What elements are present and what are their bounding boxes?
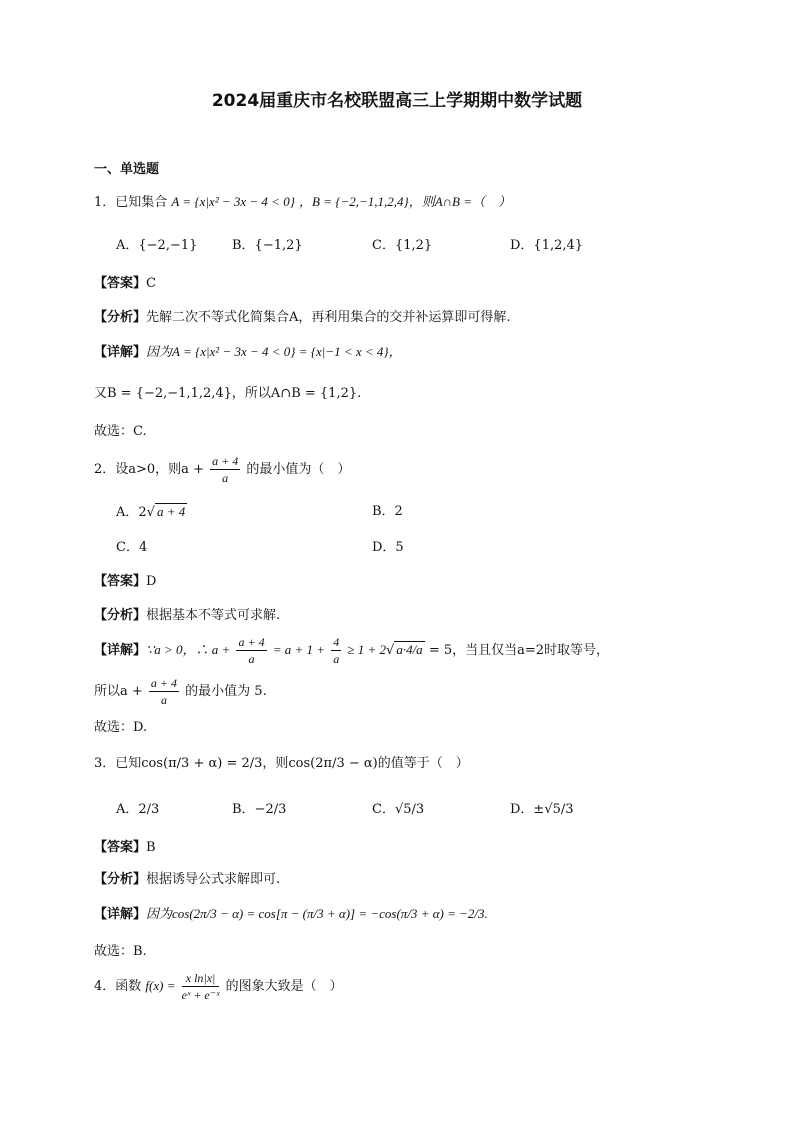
question-2-conclusion: 故选：D.	[94, 720, 148, 735]
question-1-detail-2: 又B = {−2,−1,1,2,4}，所以A∩B = {1,2}.	[94, 386, 362, 401]
question-2-fraction	[210, 453, 240, 486]
fraction-numerator: a + 4	[150, 676, 178, 690]
result-prefix: 所以a +	[94, 684, 143, 699]
question-4-fraction	[182, 970, 220, 1003]
answer-value: D	[146, 574, 157, 589]
question-1-conclusion: 故选：C.	[94, 424, 147, 439]
question-4-suffix: 的图象大致是（ ）	[225, 979, 343, 994]
detail-fraction-2	[331, 634, 341, 667]
question-2-analysis	[94, 606, 280, 626]
analysis-label: 【分析】	[94, 310, 147, 325]
question-1-option-b: B．{−1,2}	[232, 238, 303, 253]
result-fraction	[149, 675, 179, 708]
question-3-detail	[94, 904, 488, 925]
question-2-detail: 【详解】∵a > 0，∴ a + $\frac{a + 4}{a}$ = a + 1 + $\frac{4}{a}$ ≥ 1 + 2√ a·4/a = 5，当且仅当a=2时取等号，	[94, 635, 610, 666]
fraction-denominator: a	[160, 693, 167, 707]
analysis-text: 先解二次不等式化简集合A，再利用集合的交并补运算即可得解.	[146, 310, 511, 325]
detail-fraction-1	[236, 634, 266, 667]
question-1-option-a: A．{−2,−1}	[116, 238, 198, 253]
question-3-option-d: D．±√5/3	[510, 802, 574, 817]
answer-label: 【答案】	[94, 840, 147, 855]
answer-label: 【答案】	[94, 276, 147, 291]
question-1-stem	[94, 192, 511, 213]
option-a-prefix: A．2	[116, 505, 147, 520]
question-3-stem: 3．已知cos(π/3 + α) = 2/3，则cos(2π/3 − α)的值等于（ ）	[94, 756, 469, 771]
detail-label: 【详解】	[94, 643, 147, 658]
question-3-option-a: A．2/3	[116, 802, 160, 817]
analysis-label: 【分析】	[94, 872, 147, 887]
detail-root: a·4/a	[396, 642, 423, 657]
analysis-text: 根据基本不等式可求解.	[146, 608, 281, 623]
question-1-set-b: ，B = {−2,−1,1,2,4}，则A∩B =（ ）	[299, 194, 511, 209]
question-1-set-a: A = {x|x² − 3x − 4 < 0}	[171, 194, 295, 209]
fraction-numerator: a + 4	[238, 635, 265, 649]
question-2-suffix: 的最小值为（ ）	[246, 462, 351, 477]
detail-middle-2: ≥ 1 + 2	[347, 642, 387, 657]
question-2-prefix: 2．设a>0，则a +	[94, 462, 204, 477]
question-1-analysis	[94, 308, 511, 328]
option-a-root: a + 4	[156, 504, 186, 519]
question-2-option-a: A．2√ a + 4	[116, 504, 186, 520]
question-2-option-c: C．4	[116, 540, 148, 555]
question-3-analysis	[94, 870, 280, 890]
question-2-option-b: B．2	[372, 504, 403, 519]
answer-label: 【答案】	[94, 574, 147, 589]
question-4-stem	[94, 968, 343, 1005]
question-1-answer	[94, 274, 156, 294]
question-3-conclusion: 故选：B.	[94, 944, 147, 959]
detail-prefix: ∵a > 0，∴ a +	[146, 642, 231, 657]
detail-label: 【详解】	[94, 345, 147, 360]
fraction-numerator: a + 4	[212, 454, 239, 468]
question-2-option-d: D．5	[372, 540, 404, 555]
question-2-stem	[94, 452, 350, 488]
question-2-result	[94, 674, 267, 710]
question-4-function: f(x) =	[145, 978, 176, 993]
question-3-answer	[94, 838, 156, 858]
fraction-denominator: a	[222, 471, 229, 485]
section-heading: 一、单选题	[94, 162, 160, 177]
fraction-denominator: a	[248, 652, 255, 666]
answer-value: B	[146, 840, 156, 855]
question-2-answer	[94, 572, 156, 592]
answer-value: C	[146, 276, 156, 291]
fraction-denominator: eˣ + e⁻ˣ	[181, 988, 220, 1002]
question-3-option-b: B．−2/3	[232, 802, 287, 817]
question-1-option-d: D．{1,2,4}	[510, 238, 584, 253]
analysis-label: 【分析】	[94, 608, 147, 623]
detail-middle-1: = a + 1 +	[272, 642, 326, 657]
detail-suffix: = 5，当且仅当a=2时取等号，	[428, 643, 610, 658]
result-suffix: 的最小值为 5.	[185, 684, 267, 699]
question-1-detail	[94, 342, 402, 363]
fraction-numerator: x ln|x|	[182, 970, 220, 987]
detail-label: 【详解】	[94, 907, 147, 922]
analysis-text: 根据诱导公式求解即可.	[146, 872, 281, 887]
fraction-denominator: a	[333, 652, 340, 666]
detail-text: 因为A = {x|x² − 3x − 4 < 0} = {x|−1 < x < 4}，	[146, 344, 402, 359]
question-1-prefix: 1．已知集合	[94, 195, 168, 210]
question-1-option-c: C．{1,2}	[372, 238, 433, 253]
question-3-option-c: C．√5/3	[372, 802, 425, 817]
page-title: 2024届重庆市名校联盟高三上学期期中数学试题	[211, 91, 583, 111]
question-4-prefix: 4．函数	[94, 979, 142, 994]
fraction-numerator: 4	[333, 635, 340, 649]
detail-text: 因为cos(2π/3 − α) = cos[π − (π/3 + α)] = −cos(π/3 + α) = −2/3.	[146, 906, 488, 921]
